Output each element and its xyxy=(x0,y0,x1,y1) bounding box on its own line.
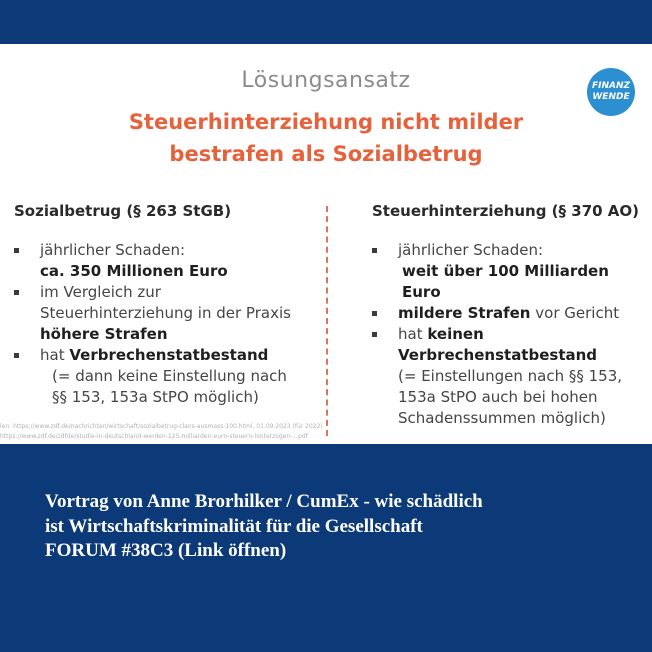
logo-line-1: FINANZ xyxy=(591,81,631,91)
list-item xyxy=(372,240,647,303)
item-text: Schadenssummen möglich) xyxy=(398,409,606,427)
bullet-icon xyxy=(14,290,19,295)
column-divider xyxy=(326,206,328,436)
steuerhinterziehung-list xyxy=(372,240,647,429)
list-item xyxy=(14,240,314,282)
slide-headline xyxy=(0,106,652,170)
bullet-icon xyxy=(372,332,377,337)
item-text: vor Gericht xyxy=(530,304,620,322)
item-line xyxy=(40,345,314,366)
source-line: https://www.zdf.de/zdfde/studie-in-deutschland-werden-125-milliarden-euro-steuern-hinterzogen-...pdf xyxy=(0,433,308,440)
bullet-icon xyxy=(14,248,19,253)
list-item xyxy=(14,282,314,345)
caption-line-1[interactable]: Vortrag von Anne Brorhilker / CumEx - wie schädlich xyxy=(45,491,483,512)
item-text-bold: Verbrechenstatbestand xyxy=(398,346,598,364)
headline-line-2: bestrafen als Sozialbetrug xyxy=(169,142,483,166)
list-item xyxy=(14,345,314,408)
item-text: Steuerhinterziehung in der Praxis xyxy=(40,304,291,322)
headline-line-1: Steuerhinterziehung nicht milder xyxy=(128,110,524,134)
item-text-bold: ca. 350 Millionen Euro xyxy=(40,262,228,280)
item-text: §§ 153, 153a StPO möglich) xyxy=(52,388,259,406)
item-text-bold: mildere Strafen xyxy=(398,304,531,322)
bullet-icon xyxy=(372,311,377,316)
talk-link-caption[interactable] xyxy=(45,490,635,564)
item-text-bold: keinen xyxy=(427,325,484,343)
item-text: jährlicher Schaden: xyxy=(40,241,186,259)
caption-line-3[interactable]: FORUM #38C3 (Link öffnen) xyxy=(45,540,287,561)
steuerhinterziehung-title: Steuerhinterziehung (§ 370 AO) xyxy=(372,202,640,220)
item-text: 153a StPO auch bei hohen xyxy=(398,388,598,406)
presentation-slide xyxy=(0,44,652,444)
bullet-icon xyxy=(372,248,377,253)
item-text-bold: weit über 100 Milliarden Euro xyxy=(402,262,609,301)
item-text-bold: höhere Strafen xyxy=(40,325,168,343)
item-text: hat xyxy=(40,346,70,364)
item-text: jährlicher Schaden: xyxy=(398,241,544,259)
finanzwende-logo xyxy=(587,68,635,116)
slide-kicker: Lösungsansatz xyxy=(241,68,411,93)
caption-line-2[interactable]: ist Wirtschaftskriminalität für die Gesellschaft xyxy=(45,515,423,537)
logo-line-2: WENDE xyxy=(592,92,630,102)
item-text: (= dann keine Einstellung nach xyxy=(52,367,287,385)
source-line: len: https://www.zdf.de/nachrichten/wirtschaft/sozialbetrug-clans-ausmass-100.html, 01.09.2023 (für 2022) xyxy=(0,423,323,430)
item-text: im Vergleich zur xyxy=(40,283,161,301)
list-item xyxy=(372,324,647,429)
item-text: (= Einstellungen nach §§ 153, xyxy=(398,367,623,385)
list-item xyxy=(372,303,647,324)
sozialbetrug-title: Sozialbetrug (§ 263 StGB) xyxy=(14,202,232,220)
bullet-icon xyxy=(14,353,19,358)
item-text-bold: Verbrechenstatbestand xyxy=(69,346,269,364)
item-line xyxy=(398,303,647,324)
sozialbetrug-list xyxy=(14,240,314,408)
item-line xyxy=(398,324,647,345)
sources-footnote xyxy=(0,422,652,442)
sozialbetrug-column xyxy=(14,202,314,408)
item-text: hat xyxy=(398,325,428,343)
steuerhinterziehung-column xyxy=(372,202,647,429)
